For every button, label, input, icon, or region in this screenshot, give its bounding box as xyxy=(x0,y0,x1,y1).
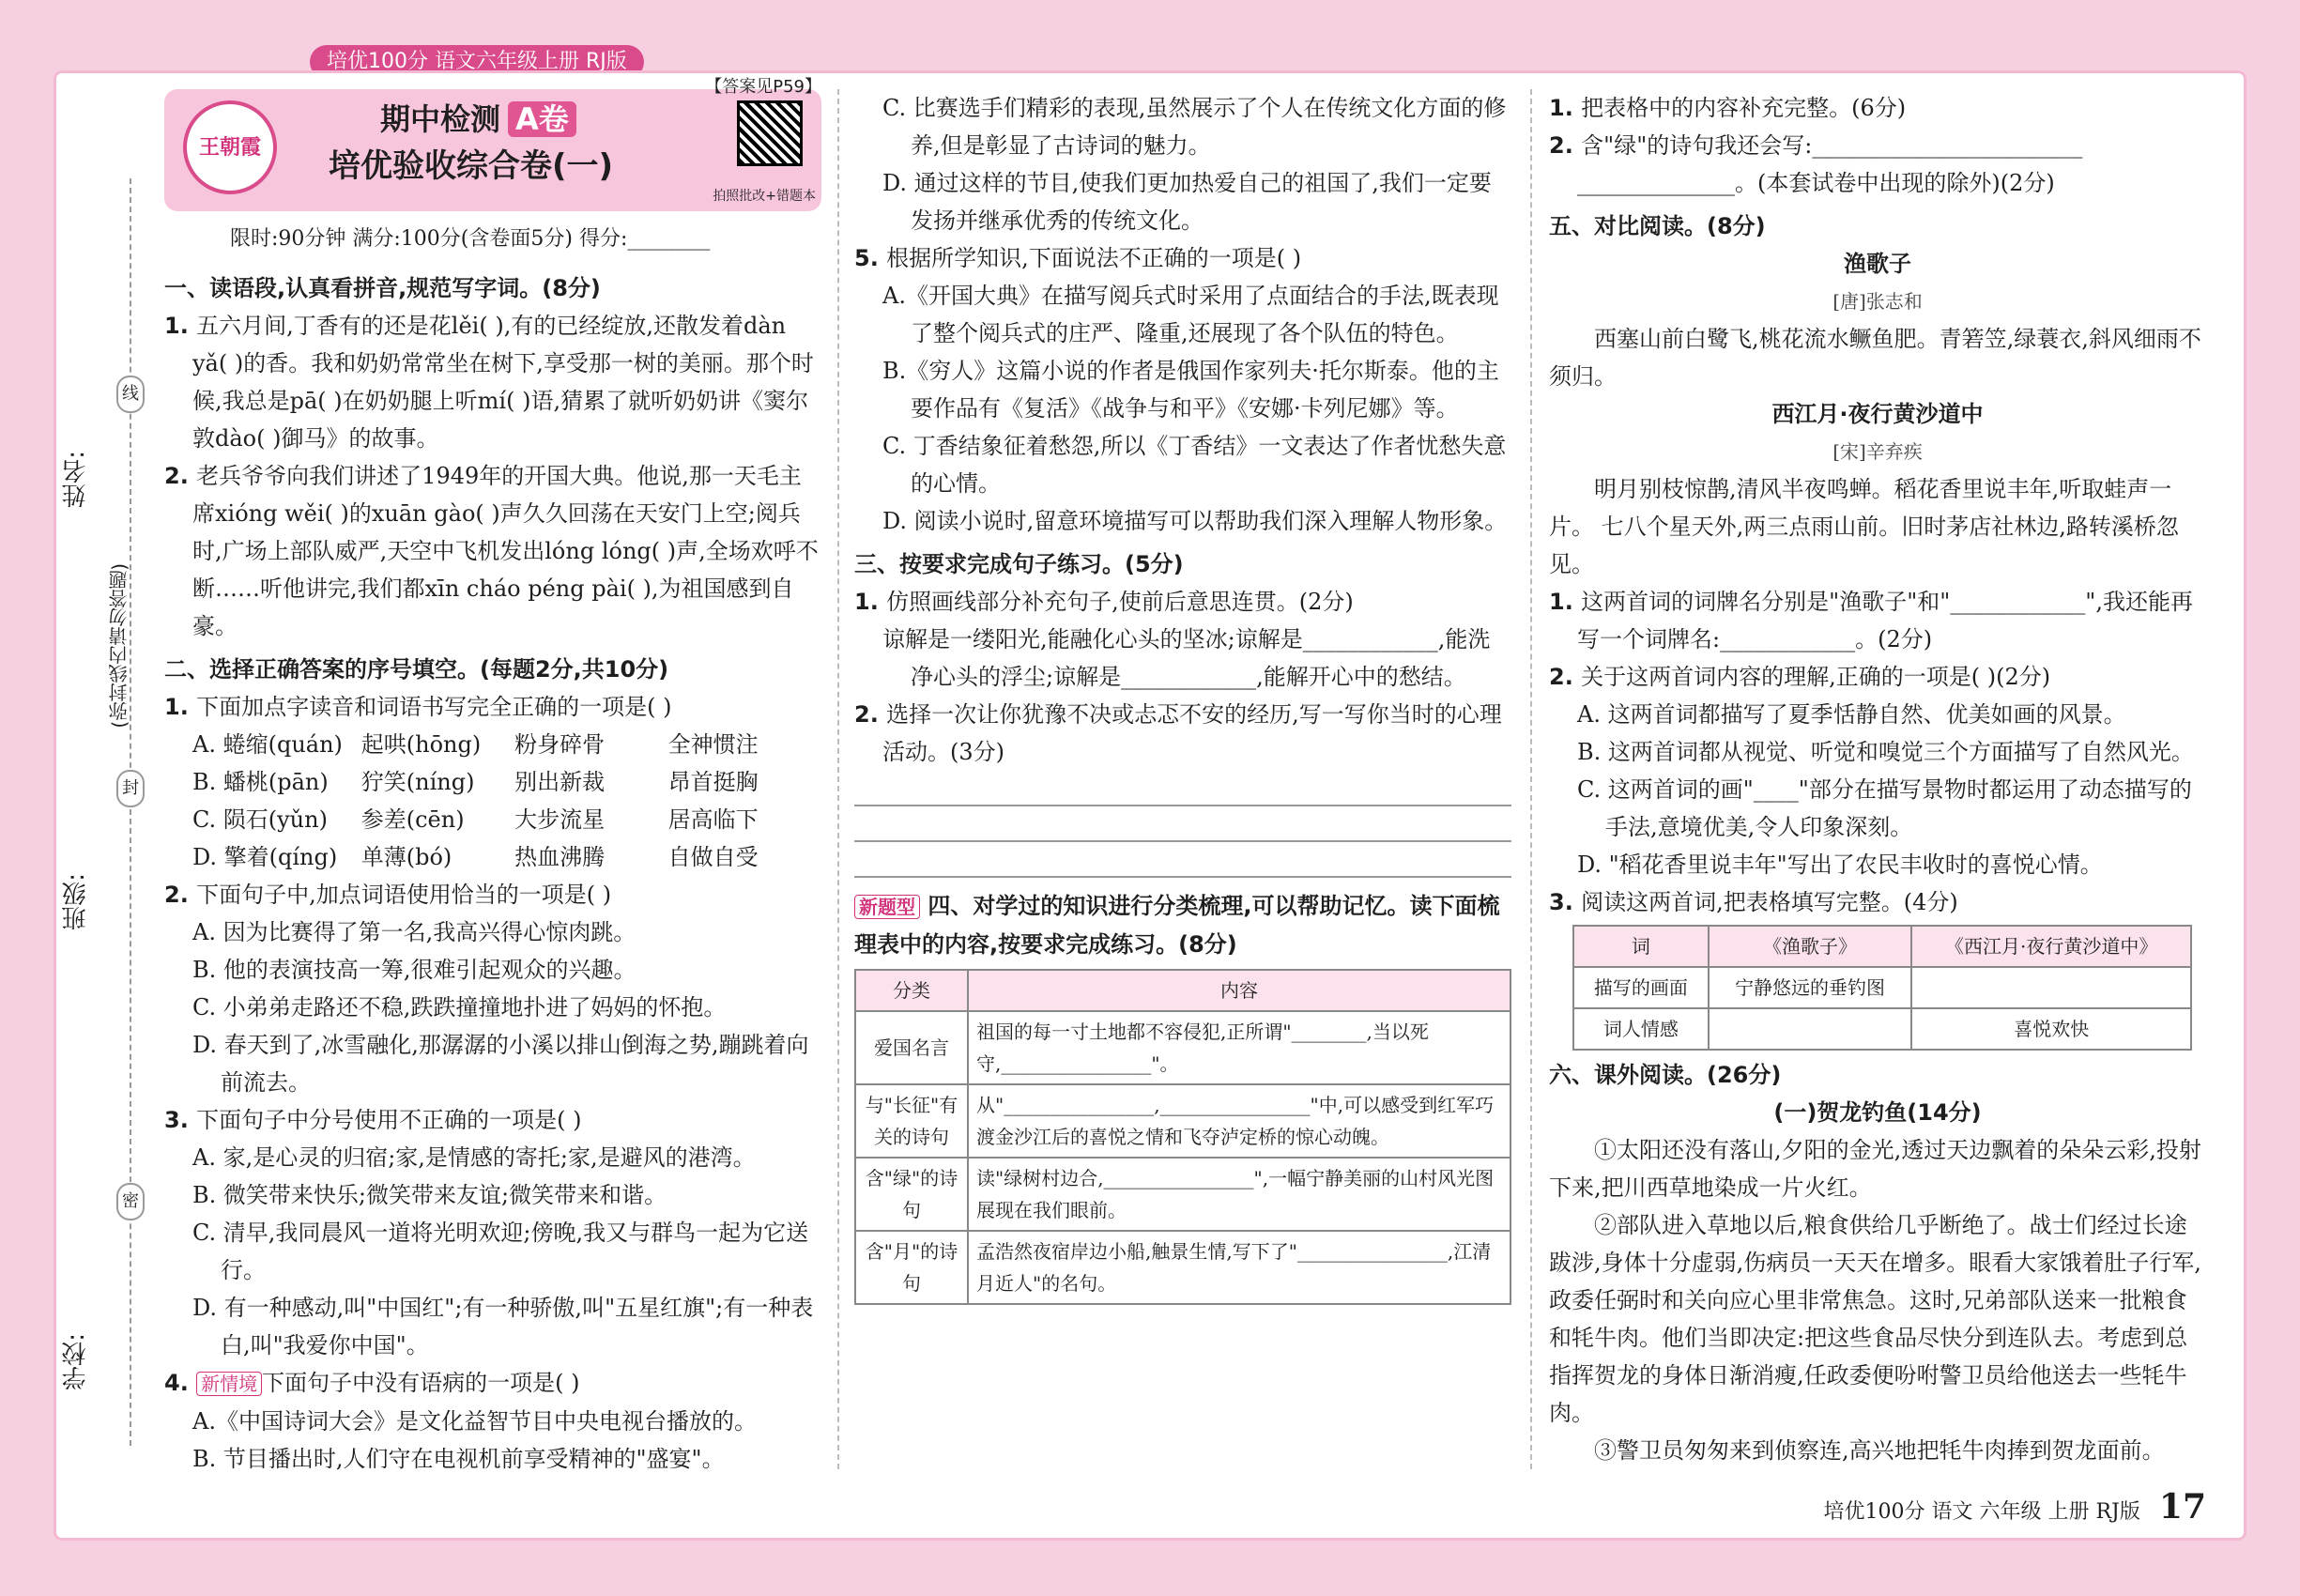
table-header: 词 xyxy=(1573,926,1709,967)
question: 5. 根据所学知识,下面说法不正确的一项是( ) xyxy=(854,245,1302,271)
qr-caption: 拍照批改+错题本 xyxy=(713,189,816,204)
poem-body: 西塞山前白鹭飞,桃花流水鳜鱼肥。青箬笠,绿蓑衣,斜风细雨不须归。 xyxy=(1549,326,2201,390)
school-field-label: 学校: xyxy=(62,1333,90,1390)
reading-paragraph: ③警卫员匆匆来到侦察连,高兴地把牦牛肉捧到贺龙面前。 xyxy=(1594,1437,2165,1464)
option-row: D. 擎着(qíng) 单薄(bó) 热血沸腾 自做自受 xyxy=(192,844,759,870)
series-banner: 培优100分 语文六年级上册 RJ版 xyxy=(310,45,644,79)
exam-meta: 限时:90分钟 满分:100分(含卷面5分) 得分:________ xyxy=(230,227,711,251)
seal-line xyxy=(130,178,131,1446)
table-header: 分类 xyxy=(855,970,968,1011)
option-row: B. 蟠桃(pān) 狞笑(níng) 别出新裁 昂首挺胸 xyxy=(192,769,759,795)
new-type-tag: 新题型 xyxy=(854,895,920,919)
question: 1. 这两首词的词牌名分别是"渔歌子"和"____________",我还能再写一个词牌名:____________。(2分) xyxy=(1549,589,2193,652)
section-3-heading: 三、按要求完成句子练习。(5分) xyxy=(854,551,1184,577)
option: D. 有一种感动,叫"中国红";有一种骄傲,叫"五星红旗";有一种表白,叫"我爱你中国"。 xyxy=(192,1295,814,1358)
table-header: 内容 xyxy=(968,970,1510,1011)
answer-line[interactable] xyxy=(854,771,1511,806)
option: C. 清早,我同晨风一道将光明欢迎;傍晚,我又与群鸟一起为它送行。 xyxy=(192,1220,809,1283)
option: B. 他的表演技高一筹,很难引起观众的兴趣。 xyxy=(192,957,636,983)
column-middle xyxy=(854,89,1511,1305)
option: B. 这两首词都从视觉、听觉和嗅觉三个方面描写了自然风光。 xyxy=(1577,739,2194,765)
qr-code[interactable] xyxy=(737,100,803,166)
option: B. 微笑带来快乐;微笑带来友谊;微笑带来和谐。 xyxy=(192,1182,667,1208)
page-footer: 培优100分 语文 六年级 上册 RJ版 17 xyxy=(1823,1487,2206,1527)
question: 3. 阅读这两首词,把表格填写完整。(4分) xyxy=(1549,889,1958,915)
section-5-heading: 五、对比阅读。(8分) xyxy=(1549,213,1766,239)
answer-line[interactable] xyxy=(854,806,1511,842)
section-1-heading: 一、读语段,认真看拼音,规范写字词。(8分) xyxy=(164,275,601,301)
paper-tag: A卷 xyxy=(508,101,576,137)
poem-author: [唐]张志和 xyxy=(1832,290,1923,313)
column-left xyxy=(164,77,821,1478)
question: 1. 下面加点字读音和词语书写完全正确的一项是( ) xyxy=(164,694,672,720)
brand-logo: 王朝霞 xyxy=(183,100,277,194)
option: C. 丁香结象征着愁怨,所以《丁香结》一文表达了作者忧愁失意的心情。 xyxy=(882,433,1507,497)
table-header: 《渔歌子》 xyxy=(1709,926,1912,967)
option: A.《开国大典》在描写阅兵式时采用了点面结合的手法,既表现了整个阅兵式的庄严、隆重,还展现了各个队伍的特色。 xyxy=(882,283,1499,346)
table-row: 含"绿"的诗句 读"绿树村边合,________________",一幅宁静美丽的山村风光图展现在我们眼前。 xyxy=(855,1158,1510,1231)
option: A. 家,是心灵的归宿;家,是情感的寄托;家,是避风的港湾。 xyxy=(192,1144,756,1171)
section-2-heading: 二、选择正确答案的序号填空。(每题2分,共10分) xyxy=(164,656,669,683)
option: A.《中国诗词大会》是文化益智节目中央电视台播放的。 xyxy=(192,1408,757,1435)
seal-mark-line: 线 xyxy=(116,376,145,413)
option: A. 这两首词都描写了夏季恬静自然、优美如画的风景。 xyxy=(1577,701,2126,728)
question: 2. 老兵爷爷向我们讲述了1949年的开国大典。他说,那一天毛主席xióng wěi( )的xuān gào( )声久久回荡在天安门上空;阅兵时,广场上部队威严,天空中飞机发出lóng lóng( )声,全场欢呼不断……听他讲完,我们都xīn cháo péng pài( ),为祖国感到自豪。 xyxy=(164,463,819,639)
option: D. 春天到了,冰雪融化,那潺潺的小溪以排山倒海之势,蹦跳着向前流去。 xyxy=(192,1032,809,1096)
table-row: 含"月"的诗句 孟浩然夜宿岸边小船,触景生情,写下了"________________,江清月近人"的名句。 xyxy=(855,1231,1510,1304)
poem-title: 渔歌子 xyxy=(1844,251,1911,277)
answer-line[interactable] xyxy=(854,842,1511,878)
question: 2. 含"绿"的诗句我还会写:________________________ ______________。(本套试卷中出现的除外)(2分) xyxy=(1549,132,2083,196)
option: A. 因为比赛得了第一名,我高兴得心惊肉跳。 xyxy=(192,919,636,945)
exam-subtitle: 培优验收综合卷(一) xyxy=(329,147,614,185)
option: D. 阅读小说时,留意环境描写可以帮助我们深入理解人物形象。 xyxy=(882,508,1508,534)
reading-paragraph: ②部队进入草地以后,粮食供给几乎断绝了。战士们经过长途跋涉,身体十分虚弱,伤病员一天天在增多。眼看大家饿着肚子行军,政委任弼时和关向应心里非常焦急。这时,兄弟部队送来一批粮食和牦牛肉。他们当即决定:把这些食品尽快分到连队去。考虑到总指挥贺龙的身体日渐消瘦,任政委便吩咐警卫员给他送去一些牦牛肉。 xyxy=(1549,1212,2201,1426)
reading-title: (一)贺龙钓鱼(14分) xyxy=(1773,1099,1982,1126)
option-row: C. 陨石(yǔn) 参差(cēn) 大步流星 居高临下 xyxy=(192,806,759,833)
poem-body: 明月别枝惊鹊,清风半夜鸣蝉。稻花香里说丰年,听取蛙声一片。 七八个星天外,两三点雨山前。旧时茅店社林边,路转溪桥忽见。 xyxy=(1549,476,2179,577)
option: C. 这两首词的画"____"部分在描写景物时都运用了动态描写的手法,意境优美,令人印象深刻。 xyxy=(1577,776,2192,840)
exam-title: 期中检测 A卷 xyxy=(380,100,576,138)
seal-mark-seal: 封 xyxy=(116,770,145,807)
class-field-label: 班级: xyxy=(62,873,90,930)
seal-mark-secret: 密 xyxy=(116,1183,145,1220)
option: C. 小弟弟走路还不稳,跌跌撞撞地扑进了妈妈的怀抱。 xyxy=(192,994,727,1021)
knowledge-table xyxy=(854,969,1511,1305)
exam-header xyxy=(164,77,821,211)
section-6-heading: 六、课外阅读。(26分) xyxy=(1549,1062,1782,1088)
table-row: 描写的画面 宁静悠远的垂钓图 xyxy=(1573,967,2191,1008)
option: D. "稻花香里说丰年"写出了农民丰收时的喜悦心情。 xyxy=(1577,852,2103,878)
reading-paragraph: ①太阳还没有落山,夕阳的金光,透过天边飘着的朵朵云彩,投射下来,把川西草地染成一片火红。 xyxy=(1549,1137,2201,1201)
poem-compare-table xyxy=(1572,925,2192,1051)
table-row: 爱国名言 祖国的每一寸土地都不容侵犯,正所谓"________,当以死守,________________"。 xyxy=(855,1011,1510,1084)
question: 3. 下面句子中分号使用不正确的一项是( ) xyxy=(164,1107,582,1133)
question: 2. 选择一次让你犹豫不决或忐忑不安的经历,写一写你当时的心理活动。(3分) xyxy=(854,701,1502,765)
name-field-label: 姓名: xyxy=(62,451,90,508)
option: C. 比赛选手们精彩的表现,虽然展示了个人在传统文化方面的修养,但是彰显了古诗词的魅力。 xyxy=(882,95,1507,159)
answer-prompt: 谅解是一缕阳光,能融化心头的坚冰;谅解是____________,能洗净心头的浮尘;谅解是____________,能解开心中的愁结。 xyxy=(882,626,1491,690)
column-right xyxy=(1549,89,2206,1469)
table-header: 《西江月·夜行黄沙道中》 xyxy=(1911,926,2191,967)
new-context-tag: 新情境 xyxy=(196,1372,262,1396)
poem-author: [宋]辛弃疾 xyxy=(1832,440,1923,463)
option: B.《穷人》这篇小说的作者是俄国作家列夫·托尔斯泰。他的主要作品有《复活》《战争与和平》《安娜·卡列尼娜》等。 xyxy=(882,358,1499,422)
option-row: A. 蜷缩(quán) 起哄(hōng) 粉身碎骨 全神惯注 xyxy=(192,731,759,758)
question: 1. 仿照画线部分补充句子,使前后意思连贯。(2分) xyxy=(854,589,1354,615)
poem-title: 西江月·夜行黄沙道中 xyxy=(1771,401,1984,427)
question: 1. 五六月间,丁香有的还是花lěi( ),有的已经绽放,还散发着dàn yǎ( )的香。我和奶奶常常坐在树下,享受那一树的美丽。那个时候,我总是pā( )在奶奶腿上听mí( )语,猜累了就听奶奶讲《窦尔敦dào( )御马》的故事。 xyxy=(164,313,814,452)
question: 2. 关于这两首词内容的理解,正确的一项是( )(2分) xyxy=(1549,664,2051,690)
option: B. 节目播出时,人们守在电视机前享受精神的"盛宴"。 xyxy=(192,1446,725,1472)
table-row: 词人情感 喜悦欢快 xyxy=(1573,1008,2191,1050)
section-4-heading: 新题型 四、对学过的知识进行分类梳理,可以帮助记忆。读下面梳理表中的内容,按要求完成练习。(8分) xyxy=(854,893,1500,958)
seal-line-note: (弥封线内请勿答题) xyxy=(108,563,130,729)
question: 2. 下面句子中,加点词语使用恰当的一项是( ) xyxy=(164,882,612,908)
question: 1. 把表格中的内容补充完整。(6分) xyxy=(1549,95,1907,121)
column-divider xyxy=(1530,89,1532,1469)
option: D. 通过这样的节目,使我们更加热爱自己的祖国了,我们一定要发扬并继承优秀的传统文化。 xyxy=(882,170,1492,234)
question: 4. 新情境 下面句子中没有语病的一项是( ) xyxy=(164,1370,580,1396)
answer-reference: 【答案见P59】 xyxy=(705,77,821,97)
page-number: 17 xyxy=(2158,1487,2206,1527)
table-row: 与"长征"有关的诗句 从"________________,________________"中,可以感受到红军巧渡金沙江后的喜悦之情和飞夺泸定桥的惊心动魄。 xyxy=(855,1084,1510,1158)
column-divider xyxy=(837,89,839,1469)
